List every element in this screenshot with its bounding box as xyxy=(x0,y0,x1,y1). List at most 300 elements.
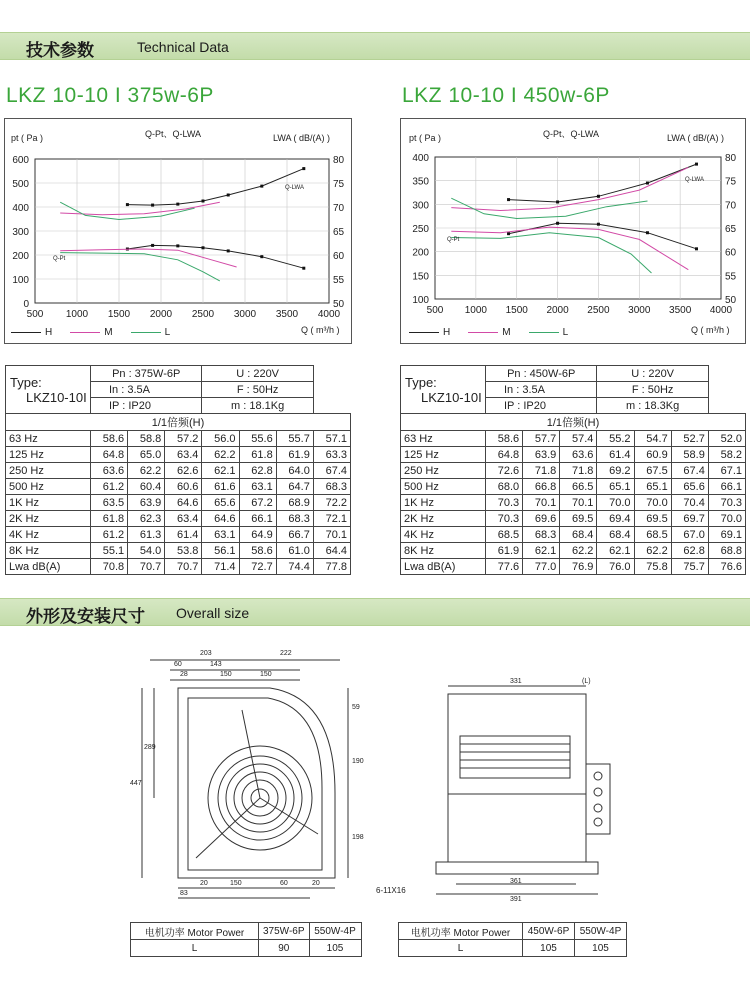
band-value: 65.1 xyxy=(597,479,634,495)
band-value: 70.3 xyxy=(486,495,523,511)
band-label: 250 Hz xyxy=(6,463,91,479)
x-tick-label: 2500 xyxy=(587,305,610,316)
octave-row xyxy=(6,527,351,543)
band-value: 68.4 xyxy=(597,527,634,543)
model-title-right: LKZ 10-10 I 450w-6P xyxy=(402,84,610,107)
octave-row xyxy=(6,431,351,447)
band-value: 68.4 xyxy=(560,527,597,543)
dim-label: 190 xyxy=(352,758,364,765)
band-value: 62.8 xyxy=(671,543,708,559)
band-value: 69.7 xyxy=(671,511,708,527)
band-value: 69.6 xyxy=(523,511,560,527)
band-value: 57.7 xyxy=(523,431,560,447)
band-value: 66.1 xyxy=(239,511,276,527)
octave-row xyxy=(6,447,351,463)
x-tick-label: 2500 xyxy=(191,309,215,320)
data-point-h xyxy=(260,185,263,188)
x-tick-label: 1500 xyxy=(107,309,131,320)
section-band-overall xyxy=(0,598,750,626)
data-point-h xyxy=(597,195,600,198)
octave-row xyxy=(401,431,746,447)
ip-cell: IP : IP20 xyxy=(486,398,597,414)
y-left-tick-label: 300 xyxy=(12,227,29,238)
series-line-h xyxy=(127,245,303,268)
dim-label: 60 xyxy=(280,880,288,887)
band-value: 57.4 xyxy=(560,431,597,447)
motor-val-1: 105 xyxy=(523,940,575,957)
m-cell: m : 18.1Kg xyxy=(202,398,313,414)
band-value: 69.5 xyxy=(634,511,671,527)
hole-note: 6-11X16 xyxy=(376,886,406,895)
data-point-h xyxy=(556,222,559,225)
data-point-h xyxy=(646,231,649,234)
band-label: 8K Hz xyxy=(401,543,486,559)
octave-row xyxy=(401,511,746,527)
model-title-left: LKZ 10-10 I 375w-6P xyxy=(6,84,214,107)
band-value: 70.7 xyxy=(128,559,165,575)
band-value: 67.1 xyxy=(708,463,745,479)
band-value: 62.3 xyxy=(128,511,165,527)
band-value: 68.5 xyxy=(486,527,523,543)
band-value: 70.0 xyxy=(634,495,671,511)
band-value: 65.1 xyxy=(634,479,671,495)
dim-label: 150 xyxy=(230,880,242,887)
dim-label: 60 xyxy=(174,661,182,668)
dim-label: 203 xyxy=(200,650,212,657)
band-value: 66.5 xyxy=(560,479,597,495)
band-value: 67.4 xyxy=(313,463,350,479)
band-value: 64.6 xyxy=(165,495,202,511)
band-value: 58.9 xyxy=(671,447,708,463)
band-value: 69.2 xyxy=(597,463,634,479)
side-view-drawing xyxy=(376,672,626,908)
y-left-tick-label: 150 xyxy=(412,271,429,283)
chart-title: Q-Pt、Q-LWA xyxy=(543,129,599,139)
band-value: 63.4 xyxy=(165,447,202,463)
band-value: 69.5 xyxy=(560,511,597,527)
band-value: 67.0 xyxy=(671,527,708,543)
legend-l: L xyxy=(164,327,171,338)
band-value: 62.2 xyxy=(634,543,671,559)
band-value: 63.3 xyxy=(313,447,350,463)
band-value: 63.9 xyxy=(523,447,560,463)
y-right-tick-label: 70 xyxy=(333,203,345,214)
band-value: 61.6 xyxy=(202,479,239,495)
y-left-label: pt ( Pa ) xyxy=(11,133,44,143)
band-value: 70.4 xyxy=(671,495,708,511)
band-value: 70.0 xyxy=(597,495,634,511)
octave-row xyxy=(6,543,351,559)
band-value: 61.9 xyxy=(486,543,523,559)
octave-rows xyxy=(6,431,351,575)
y-left-tick-label: 400 xyxy=(412,153,429,164)
series-line-m xyxy=(451,227,688,270)
octave-row xyxy=(401,447,746,463)
band-value: 56.1 xyxy=(202,543,239,559)
u-cell: U : 220V xyxy=(202,366,313,382)
band-value: 64.4 xyxy=(313,543,350,559)
x-tick-label: 1000 xyxy=(65,309,89,320)
series-line-h xyxy=(509,164,697,202)
in-cell: In : 3.5A xyxy=(91,382,202,398)
series-line-l xyxy=(451,233,651,273)
x-tick-label: 1000 xyxy=(464,305,487,316)
band-value: 63.9 xyxy=(128,495,165,511)
x-tick-label: 3000 xyxy=(628,305,651,316)
series-line-h xyxy=(127,169,303,206)
motor-val-2: 105 xyxy=(575,940,627,957)
band-label: Lwa dB(A) xyxy=(401,559,486,575)
dim-label: 150 xyxy=(220,671,232,678)
band-value: 58.6 xyxy=(239,543,276,559)
motor-power-header: 电机功率 Motor Power xyxy=(131,923,259,940)
band-value: 65.6 xyxy=(671,479,708,495)
band-value: 58.6 xyxy=(486,431,523,447)
section-title-cn: 技术参数 xyxy=(26,41,94,61)
series-line-m xyxy=(60,202,220,215)
motor-table-right xyxy=(398,922,627,957)
y-right-tick-label: 50 xyxy=(725,295,737,306)
data-point-h xyxy=(507,232,510,235)
octave-row xyxy=(6,559,351,575)
band-value: 63.5 xyxy=(91,495,128,511)
band-value: 57.2 xyxy=(165,431,202,447)
band-value: 61.8 xyxy=(239,447,276,463)
band-value: 63.6 xyxy=(560,447,597,463)
band-value: 62.2 xyxy=(560,543,597,559)
band-value: 77.6 xyxy=(486,559,523,575)
y-right-tick-label: 70 xyxy=(725,200,737,212)
section-title-en: Overall size xyxy=(176,605,250,621)
band-value: 75.7 xyxy=(671,559,708,575)
band-label: 2K Hz xyxy=(6,511,91,527)
octave-row xyxy=(401,543,746,559)
band-value: 55.2 xyxy=(597,431,634,447)
band-value: 71.4 xyxy=(202,559,239,575)
y-right-tick-label: 50 xyxy=(333,299,345,310)
band-value: 70.3 xyxy=(708,495,745,511)
data-point-h xyxy=(227,194,230,197)
band-label: 4K Hz xyxy=(6,527,91,543)
band-label: 63 Hz xyxy=(401,431,486,447)
band-value: 54.7 xyxy=(634,431,671,447)
legend-h: H xyxy=(45,327,53,338)
band-value: 58.6 xyxy=(91,431,128,447)
chart-legend xyxy=(409,327,568,338)
band-value: 71.8 xyxy=(560,463,597,479)
band-value: 55.1 xyxy=(91,543,128,559)
band-value: 67.4 xyxy=(671,463,708,479)
y-left-tick-label: 350 xyxy=(412,176,429,188)
y-right-tick-label: 55 xyxy=(725,271,737,283)
band-value: 62.2 xyxy=(202,447,239,463)
dim-label: 143 xyxy=(210,661,222,668)
spec-table-right xyxy=(400,365,746,575)
x-tick-label: 4000 xyxy=(709,305,733,316)
dim-label: 20 xyxy=(312,880,320,887)
octave-rows xyxy=(401,431,746,575)
band-value: 70.1 xyxy=(523,495,560,511)
motor-val-2: 105 xyxy=(309,940,361,957)
band-value: 72.6 xyxy=(486,463,523,479)
band-value: 71.8 xyxy=(523,463,560,479)
band-label: 63 Hz xyxy=(6,431,91,447)
m-cell: m : 18.3Kg xyxy=(597,398,708,414)
band-value: 69.4 xyxy=(597,511,634,527)
band-value: 64.0 xyxy=(276,463,313,479)
pn-cell: Pn : 450W-6P xyxy=(486,366,597,382)
data-point-h xyxy=(302,167,305,170)
y-right-tick-label: 60 xyxy=(333,251,345,262)
y-left-tick-label: 200 xyxy=(12,251,29,262)
octave-row xyxy=(6,511,351,527)
band-label: 250 Hz xyxy=(401,463,486,479)
band-value: 61.2 xyxy=(91,527,128,543)
band-value: 64.7 xyxy=(276,479,313,495)
band-value: 68.5 xyxy=(634,527,671,543)
dim-label: 198 xyxy=(352,834,364,841)
y-right-tick-label: 60 xyxy=(725,247,737,259)
motor-col-2: 550W-4P xyxy=(309,923,361,940)
in-cell: In : 3.5A xyxy=(486,382,597,398)
band-value: 63.4 xyxy=(165,511,202,527)
type-label: Type: xyxy=(10,374,42,390)
band-value: 61.4 xyxy=(165,527,202,543)
y-left-tick-label: 600 xyxy=(12,155,29,166)
band-value: 70.0 xyxy=(708,511,745,527)
y-right-tick-label: 80 xyxy=(333,155,345,166)
x-tick-label: 2000 xyxy=(149,309,173,320)
pn-cell: Pn : 375W-6P xyxy=(91,366,202,382)
dim-label: 150 xyxy=(260,671,272,678)
motor-col-2: 550W-4P xyxy=(575,923,627,940)
chart-plot-right xyxy=(401,119,747,345)
band-value: 67.5 xyxy=(634,463,671,479)
x-tick-label: 500 xyxy=(426,305,444,316)
band-value: 76.6 xyxy=(708,559,745,575)
band-value: 62.1 xyxy=(597,543,634,559)
band-value: 70.1 xyxy=(560,495,597,511)
dim-label: 289 xyxy=(144,744,156,751)
y-left-tick-label: 100 xyxy=(12,275,29,286)
x-tick-label: 500 xyxy=(26,309,44,320)
band-value: 68.8 xyxy=(708,543,745,559)
band-label: 2K Hz xyxy=(401,511,486,527)
band-value: 62.8 xyxy=(239,463,276,479)
band-label: 125 Hz xyxy=(6,447,91,463)
band-value: 61.3 xyxy=(128,527,165,543)
curve-tag-pt: Q-Pt xyxy=(53,256,66,262)
band-label: 500 Hz xyxy=(6,479,91,495)
x-tick-label: 3000 xyxy=(233,309,257,320)
y-left-tick-label: 400 xyxy=(12,203,29,214)
y-right-tick-label: 65 xyxy=(333,227,345,238)
band-value: 66.7 xyxy=(276,527,313,543)
band-value: 76.0 xyxy=(597,559,634,575)
type-value: LKZ10-10I xyxy=(421,389,482,405)
data-point-h xyxy=(556,200,559,203)
x-tick-label: 4000 xyxy=(317,309,341,320)
band-value: 62.1 xyxy=(202,463,239,479)
band-value: 57.1 xyxy=(313,431,350,447)
band-value: 61.9 xyxy=(276,447,313,463)
band-value: 76.9 xyxy=(560,559,597,575)
band-value: 69.1 xyxy=(708,527,745,543)
dim-label: 361 xyxy=(510,878,522,885)
band-value: 65.6 xyxy=(202,495,239,511)
y-right-tick-label: 55 xyxy=(333,275,345,286)
band-value: 53.8 xyxy=(165,543,202,559)
band-value: 68.3 xyxy=(313,479,350,495)
dim-label: (L) xyxy=(582,678,591,685)
f-cell: F : 50Hz xyxy=(202,382,313,398)
y-left-label: pt ( Pa ) xyxy=(409,133,442,143)
side-view-svg xyxy=(376,672,626,908)
band-value: 61.4 xyxy=(597,447,634,463)
band-value: 62.1 xyxy=(523,543,560,559)
x-label: Q ( m³/h ) xyxy=(691,325,730,335)
band-value: 63.1 xyxy=(239,479,276,495)
ip-cell: IP : IP20 xyxy=(91,398,202,414)
band-value: 62.6 xyxy=(165,463,202,479)
band-value: 52.7 xyxy=(671,431,708,447)
band-value: 64.6 xyxy=(202,511,239,527)
type-value: LKZ10-10I xyxy=(26,389,87,405)
octave-header: 1/1倍频(H) xyxy=(401,414,746,431)
band-value: 66.1 xyxy=(708,479,745,495)
series-line-m xyxy=(60,249,236,267)
band-value: 68.9 xyxy=(276,495,313,511)
series-line-h xyxy=(509,223,697,249)
band-value: 64.9 xyxy=(239,527,276,543)
data-point-h xyxy=(507,198,510,201)
octave-row xyxy=(401,559,746,575)
type-cell xyxy=(401,366,486,414)
octave-row xyxy=(401,527,746,543)
motor-table-left xyxy=(130,922,362,957)
band-value: 75.8 xyxy=(634,559,671,575)
x-tick-label: 1500 xyxy=(505,305,528,316)
x-label: Q ( m³/h ) xyxy=(301,325,340,335)
band-value: 68.3 xyxy=(523,527,560,543)
data-point-h xyxy=(227,249,230,252)
dim-label: 20 xyxy=(200,880,208,887)
band-label: 500 Hz xyxy=(401,479,486,495)
motor-row-label: L xyxy=(131,940,259,957)
band-value: 68.0 xyxy=(486,479,523,495)
band-value: 60.9 xyxy=(634,447,671,463)
band-value: 58.2 xyxy=(708,447,745,463)
dim-label: 28 xyxy=(180,671,188,678)
band-value: 70.7 xyxy=(165,559,202,575)
octave-row xyxy=(6,495,351,511)
band-value: 52.0 xyxy=(708,431,745,447)
band-value: 54.0 xyxy=(128,543,165,559)
band-value: 77.8 xyxy=(313,559,350,575)
type-label: Type: xyxy=(405,374,437,390)
type-cell xyxy=(6,366,91,414)
section-title-cn: 外形及安装尺寸 xyxy=(26,607,145,627)
octave-row xyxy=(6,463,351,479)
octave-row xyxy=(401,463,746,479)
band-value: 67.2 xyxy=(239,495,276,511)
band-value: 58.8 xyxy=(128,431,165,447)
y-right-tick-label: 75 xyxy=(333,179,345,190)
band-value: 60.6 xyxy=(165,479,202,495)
band-value: 77.0 xyxy=(523,559,560,575)
curve-tag-lwa: Q-LWA xyxy=(685,177,704,183)
band-value: 61.2 xyxy=(91,479,128,495)
band-value: 60.4 xyxy=(128,479,165,495)
dim-label: 447 xyxy=(130,780,142,787)
legend-m: M xyxy=(104,327,113,338)
data-point-h xyxy=(597,223,600,226)
band-value: 66.8 xyxy=(523,479,560,495)
band-value: 63.1 xyxy=(202,527,239,543)
y-right-tick-label: 80 xyxy=(725,153,737,164)
band-value: 64.8 xyxy=(486,447,523,463)
motor-col-1: 450W-6P xyxy=(523,923,575,940)
band-value: 68.3 xyxy=(276,511,313,527)
band-label: Lwa dB(A) xyxy=(6,559,91,575)
band-value: 61.0 xyxy=(276,543,313,559)
x-tick-label: 3500 xyxy=(669,305,692,316)
y-right-tick-label: 75 xyxy=(725,176,737,188)
dim-label: 391 xyxy=(510,896,522,903)
data-point-h xyxy=(151,204,154,207)
y-left-tick-label: 200 xyxy=(412,247,429,259)
octave-header: 1/1倍频(H) xyxy=(6,414,351,431)
band-label: 125 Hz xyxy=(401,447,486,463)
band-value: 56.0 xyxy=(202,431,239,447)
octave-row xyxy=(6,479,351,495)
data-point-h xyxy=(202,200,205,203)
y-right-label: LWA ( dB/(A) ) xyxy=(273,133,331,143)
legend-h: H xyxy=(443,327,451,338)
data-point-h xyxy=(126,203,129,206)
y-left-tick-label: 500 xyxy=(12,179,29,190)
band-value: 65.0 xyxy=(128,447,165,463)
y-left-tick-label: 100 xyxy=(412,295,429,306)
data-point-h xyxy=(176,203,179,206)
front-view-drawing xyxy=(130,648,362,908)
section-title-en: Technical Data xyxy=(137,39,229,55)
curve-tag-lwa: Q-LWA xyxy=(285,185,304,191)
y-right-label: LWA ( dB/(A) ) xyxy=(667,133,725,143)
octave-row xyxy=(401,479,746,495)
dim-label: 331 xyxy=(510,678,522,685)
u-cell: U : 220V xyxy=(597,366,708,382)
series-line-l xyxy=(60,253,220,281)
y-left-tick-label: 250 xyxy=(412,224,429,235)
section-band-technical xyxy=(0,32,750,60)
spec-table-left xyxy=(5,365,351,575)
band-value: 55.6 xyxy=(239,431,276,447)
curve-tag-pt: Q-Pt xyxy=(447,237,460,243)
band-value: 72.2 xyxy=(313,495,350,511)
octave-row xyxy=(401,495,746,511)
motor-power-header: 电机功率 Motor Power xyxy=(399,923,523,940)
x-tick-label: 2000 xyxy=(546,305,569,316)
legend-l: L xyxy=(562,327,569,338)
data-point-h xyxy=(646,182,649,185)
y-left-tick-label: 0 xyxy=(23,299,29,310)
band-value: 74.4 xyxy=(276,559,313,575)
band-value: 70.8 xyxy=(91,559,128,575)
dim-label: 222 xyxy=(280,650,292,657)
dim-label: 83 xyxy=(180,890,188,897)
data-point-h xyxy=(151,244,154,247)
